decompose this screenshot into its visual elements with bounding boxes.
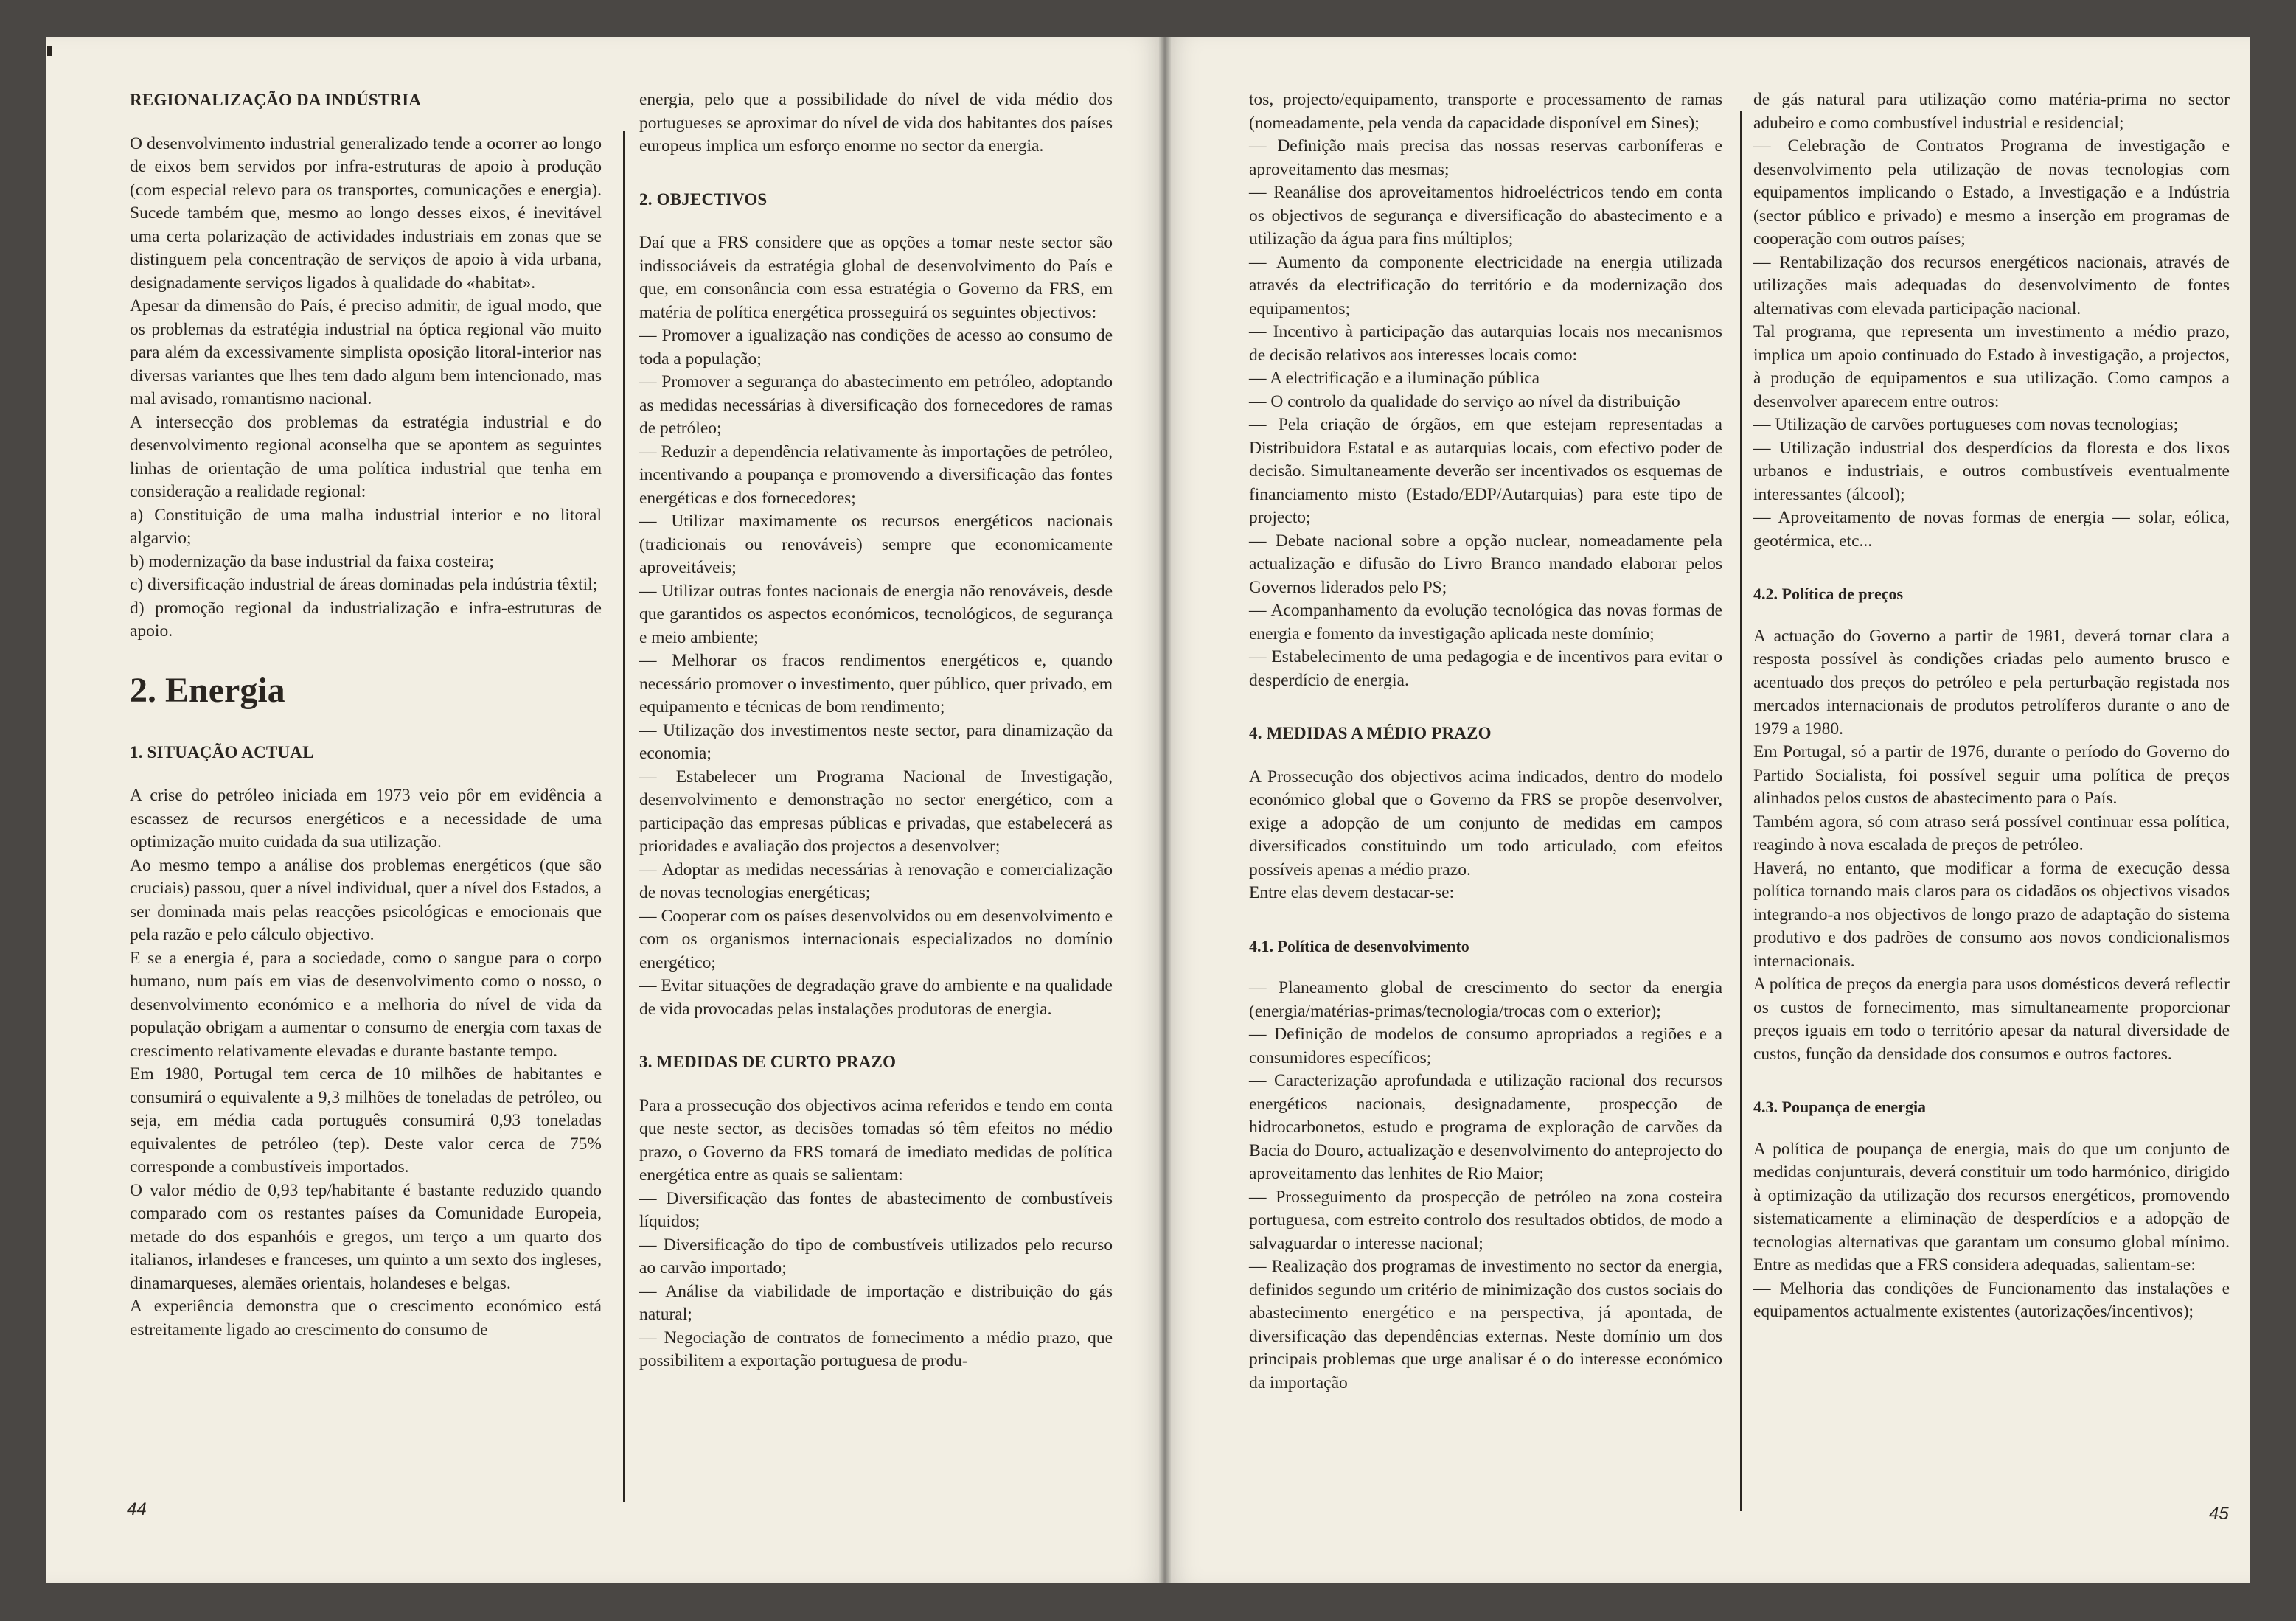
right-page-column-2 xyxy=(1753,88,2230,1324)
paragraph: — Prosseguimento da prospecção de petróleo na zona costeira portuguesa, com estreito controlo dos resultados obtidos, de modo a salvaguardar o interesse nacional; xyxy=(1249,1187,1722,1253)
left-page-column-2 xyxy=(639,88,1113,1373)
paragraph: — Evitar situações de degradação grave do ambiente e na qualidade de vida provocadas pelas instalações produtoras de energia. xyxy=(639,976,1113,1019)
paragraph: — Pela criação de órgãos, em que estejam representadas a Distribuidora Estatal e as autarquias locais, com efectivo poder de decisão. Simultaneamente deverão ser incentivados os esquemas de financiamento misto (Estado/EDP/Autarquias) para este tipo de projecto; xyxy=(1249,415,1722,527)
paragraph: — A electrificação e a iluminação pública xyxy=(1249,369,1540,388)
paragraph: O desenvolvimento industrial generalizado tende a ocorrer ao longo de eixos bem servidos por infra-estruturas de apoio à produção (com especial relevo para os transportes, comunicações e energia). Sucede também que, mesmo ao longo desses eixos, é inevitável uma certa polarização de actividades industriais em zonas que se distinguem pela concentração de serviços de apoio à vida urbana, designadamente serviços ligados à qualidade do «habitat». xyxy=(130,133,602,293)
paragraph: — Melhoria das condições de Funcionamento das instalações e equipamentos actualmente existentes (autorizações/incentivos); xyxy=(1753,1278,2230,1321)
paragraph: Para a prossecução dos objectivos acima referidos e tendo em conta que neste sector, as decisões tomadas só têm efeitos no médio prazo, o Governo da FRS tomará de imediato medidas de política energética entre as quais se salientam: xyxy=(639,1095,1113,1185)
paragraph: A experiência demonstra que o crescimento económico está estreitamente ligado ao crescimento do consumo de xyxy=(130,1297,602,1339)
paragraph: Haverá, no entanto, que modificar a forma de execução dessa política tornando mais claros para os cidadãos os objectivos visados integrando-a nos objectivos de longo prazo de adaptação do sistema produtivo e dos padrões de consumo aos novos condicionalismos internacionais. xyxy=(1753,858,2230,971)
paragraph: — Diversificação das fontes de abastecimento de combustíveis líquidos; xyxy=(639,1188,1113,1231)
paragraph: — Utilização dos investimentos neste sector, para dinamização da economia; xyxy=(639,720,1113,763)
paragraph: Entre elas devem destacar-se: xyxy=(1249,883,1455,902)
paragraph: — Diversificação do tipo de combustíveis utilizados pelo recurso ao carvão importado; xyxy=(639,1235,1113,1277)
paragraph: — Utilizar outras fontes nacionais de energia não renováveis, desde que garantidos os aspectos económicos, tecnológicos, de segurança e meio ambiente; xyxy=(639,581,1113,647)
paragraph: Em 1980, Portugal tem cerca de 10 milhões de habitantes e consumirá o equivalente a 9,3 milhões de toneladas de petróleo, ou seja, em média cada português consumirá 0,93 toneladas equivalentes de petróleo (tep). Deste valor cerca de 75% corresponde a combustíveis importados. xyxy=(130,1064,602,1176)
paragraph: — O controlo da qualidade do serviço ao nível da distribuição xyxy=(1249,391,1680,411)
left-page-column-rule xyxy=(623,131,625,1502)
section-heading: 2. OBJECTIVOS xyxy=(639,189,768,209)
paragraph: tos, projecto/equipamento, transporte e processamento de ramas (nomeadamente, pela venda da capacidade disponível em Sines); xyxy=(1249,90,1722,133)
section-heading: 4.2. Política de preços xyxy=(1753,585,1904,603)
right-page-number: 45 xyxy=(2209,1504,2229,1524)
paragraph: O valor médio de 0,93 tep/habitante é bastante reduzido quando comparado com os restantes países da Comunidade Europeia, metade do dos espanhóis e gregos, um terço a um quarto dos italianos, irlandeses e franceses, um quinto a um sexto dos ingleses, dinamarqueses, alemães orientais, holandeses e belgas. xyxy=(130,1180,602,1293)
paragraph: — Utilizar maximamente os recursos energéticos nacionais (tradicionais ou renováveis) sempre que economicamente aproveitáveis; xyxy=(639,512,1113,577)
paragraph: c) diversificação industrial de áreas dominadas pela indústria têxtil; xyxy=(130,575,598,594)
paragraph: A política de poupança de energia, mais do que um conjunto de medidas conjunturais, deverá constituir um todo harmónico, dirigido à optimização da utilização dos recursos energéticos, promovendo sistematicamente a eliminação de desperdícios e a adopção de tecnologias alternativas que garantam um consumo global mínimo. Entre as medidas que a FRS considera adequadas, salientam-se: xyxy=(1753,1139,2230,1275)
paragraph: — Realização dos programas de investimento no sector da energia, definidos segundo um critério de minimização dos custos sociais do abastecimento energético e na perspectiva, já apontada, de diversificação das dependências externas. Neste domínio um dos principais problemas que urge analisar é o do interesse económico da importação xyxy=(1249,1257,1722,1392)
paragraph: A actuação do Governo a partir de 1981, deverá tornar clara a resposta possível às condições criadas pelo aumento brusco e acentuado dos preços do petróleo e pela perturbação registada nos mercados internacionais de produtos petrolíferos durante o ano de 1979 a 1980. xyxy=(1753,626,2230,739)
paragraph: — Debate nacional sobre a opção nuclear, nomeadamente pela actualização e difusão do Livro Branco mandado elaborar pelos Governos liderados pelo PS; xyxy=(1249,531,1722,597)
left-page-column-1 xyxy=(130,88,602,1342)
section-heading: 4.1. Política de desenvolvimento xyxy=(1249,936,1469,955)
paragraph: — Acompanhamento da evolução tecnológica das novas formas de energia e fomento da investigação aplicada neste domínio; xyxy=(1249,601,1722,644)
paragraph: — Cooperar com os países desenvolvidos ou em desenvolvimento e com os organismos internacionais especializados no domínio energético; xyxy=(639,906,1113,972)
paragraph: A Prossecução dos objectivos acima indicados, dentro do modelo económico global que o Governo da FRS se propõe desenvolver, exige a adopção de um conjunto de medidas em campos diversificados constituindo um todo articulado, com efeitos possíveis apenas a médio prazo. xyxy=(1249,767,1722,879)
section-heading: 1. SITUAÇÃO ACTUAL xyxy=(130,742,314,761)
paragraph: — Definição mais precisa das nossas reservas carboníferas e aproveitamento das mesmas; xyxy=(1249,136,1722,179)
paragraph: — Caracterização aprofundada e utilização racional dos recursos energéticos nacionais, designadamente, prospecção de hidrocarbonetos, estudo e programa de exploração de carvões da Bacia do Douro, actualização e desenvolvimento do anteprojecto do aproveitamento das lenhites de Rio Maior; xyxy=(1249,1071,1722,1183)
paragraph: — Adoptar as medidas necessárias à renovação e comercialização de novas tecnologias energéticas; xyxy=(639,860,1113,902)
section-heading: 4. MEDIDAS A MÉDIO PRAZO xyxy=(1249,724,1492,742)
paragraph: Daí que a FRS considere que as opções a tomar neste sector são indissociáveis da estratégia global de desenvolvimento do País e que, em consonância com essa estratégia o Governo da FRS, em matéria de política energética prosseguirá os seguintes objectivos: xyxy=(639,233,1113,322)
paragraph: Apesar da dimensão do País, é preciso admitir, de igual modo, que os problemas da estratégia industrial na óptica regional vão muito para além da excessivamente simplista oposição litoral-interior nas diversas variantes que lhes tem dado algum bem intencionado, mas mal avisado, romantismo nacional. xyxy=(130,296,602,408)
paragraph: — Melhorar os fracos rendimentos energéticos e, quando necessário promover o investimento, quer público, quer privado, em equipamento e técnicas de bom rendimento; xyxy=(639,651,1113,717)
paragraph: — Aproveitamento de novas formas de energia — solar, eólica, geotérmica, etc... xyxy=(1753,508,2230,551)
paragraph: b) modernização da base industrial da faixa costeira; xyxy=(130,551,494,571)
paragraph: E se a energia é, para a sociedade, como o sangue para o corpo humano, num país em vias de desenvolvimento como o nosso, o desenvolvimento económico e a melhoria do nível de vida da população obrigam a aumentar o consumo de energia com taxas de crescimento relativamente elevadas e durante bastante tempo. xyxy=(130,948,602,1061)
right-page-column-1 xyxy=(1249,88,1722,1395)
section-heading: 3. MEDIDAS DE CURTO PRAZO xyxy=(639,1053,897,1071)
paragraph: — Utilização de carvões portugueses com novas tecnologias; xyxy=(1753,415,2179,434)
paragraph: — Planeamento global de crescimento do sector da energia (energia/matérias-primas/tecnologia/trocas com o exterior); xyxy=(1249,978,1722,1021)
page-edge-mark xyxy=(47,46,52,56)
paragraph: — Celebração de Contratos Programa de investigação e desenvolvimento pela utilização de novas tecnologias com equipamentos implicando o Estado, a Investigação e a Indústria (sector público e privado) e mesmo a inserção em programas de cooperação com outros países; xyxy=(1753,136,2230,248)
paragraph: Em Portugal, só a partir de 1976, durante o período do Governo do Partido Socialista, foi possível seguir uma política de preços alinhados pelos custos de abastecimento para o País. xyxy=(1753,742,2230,808)
paragraph: — Estabelecer um Programa Nacional de Investigação, desenvolvimento e demonstração no sector energético, com a participação das empresas públicas e privadas, que estabelecerá as prioridades e avaliação dos projectos a desenvolver; xyxy=(639,767,1113,856)
paragraph: a) Constituição de uma malha industrial interior e no litoral algarvio; xyxy=(130,505,602,548)
section-heading: REGIONALIZAÇÃO DA INDÚSTRIA xyxy=(130,91,422,109)
right-page-column-rule xyxy=(1740,111,1742,1511)
paragraph: A intersecção dos problemas da estratégia industrial e do desenvolvimento regional aconselha que se apontem as seguintes linhas de orientação de uma política industrial que tenha em consideração a realidade regional: xyxy=(130,412,602,501)
book-gutter xyxy=(1159,37,1171,1583)
paragraph: — Definição de modelos de consumo apropriados a regiões e a consumidores específicos; xyxy=(1249,1025,1722,1067)
paragraph: A política de preços da energia para usos domésticos deverá reflectir os custos de fornecimento, mas simultaneamente proporcionar preços iguais em todo o território apesar da natural diversidade de custos, função da densidade dos consumos e outros factores. xyxy=(1753,975,2230,1064)
paragraph: — Aumento da componente electricidade na energia utilizada através da electrificação do território e da modernização dos equipamentos; xyxy=(1249,252,1722,318)
paragraph: — Estabelecimento de uma pedagogia e de incentivos para evitar o desperdício de energia. xyxy=(1249,647,1722,690)
paragraph: d) promoção regional da industrialização e infra-estruturas de apoio. xyxy=(130,598,602,641)
paragraph: — Reanálise dos aproveitamentos hidroeléctricos tendo em conta os objectivos de segurança e diversificação do abastecimento e a utilização da água para fins múltiplos; xyxy=(1249,183,1722,248)
paragraph: Também agora, só com atraso será possível continuar essa política, reagindo à nova escalada de preços de petróleo. xyxy=(1753,812,2230,854)
paragraph: — Utilização industrial dos desperdícios da floresta e dos lixos urbanos e industriais, e outros combustíveis eventualmente interessantes (álcool); xyxy=(1753,438,2230,504)
paragraph: energia, pelo que a possibilidade do nível de vida médio dos portugueses se aproximar do nível de vida dos habitantes dos países europeus implica um esforço enorme no sector da energia. xyxy=(639,90,1113,156)
paragraph: Ao mesmo tempo a análise dos problemas energéticos (que são cruciais) passou, quer a nível individual, quer a nível dos Estados, a ser dominada mais pelas reacções psicológicas e emocionais que pela razão e pelo cálculo objectivo. xyxy=(130,855,602,944)
chapter-heading: 2. Energia xyxy=(130,670,285,710)
paragraph: — Promover a segurança do abastecimento em petróleo, adoptando as medidas necessárias à diversificação dos fornecedores de ramas de petróleo; xyxy=(639,372,1113,438)
paragraph: A crise do petróleo iniciada em 1973 veio pôr em evidência a escassez de recursos energéticos e a necessidade de uma optimização muito cuidada da sua utilização. xyxy=(130,786,602,851)
paragraph: — Rentabilização dos recursos energéticos nacionais, através de utilizações mais adequadas do desenvolvimento de fontes alternativas com elevada participação nacional. xyxy=(1753,252,2230,318)
paragraph: — Negociação de contratos de fornecimento a médio prazo, que possibilitem a exportação portuguesa de produ- xyxy=(639,1328,1113,1370)
paragraph: — Análise da viabilidade de importação e distribuição do gás natural; xyxy=(639,1281,1113,1324)
paragraph: — Incentivo à participação das autarquias locais nos mecanismos de decisão relativos aos interesses locais como: xyxy=(1249,322,1722,365)
paragraph: — Reduzir a dependência relativamente às importações de petróleo, incentivando a poupança e promovendo a diversificação das fontes energéticas e dos fornecedores; xyxy=(639,442,1113,508)
paragraph: — Promover a igualização nas condições de acesso ao consumo de toda a população; xyxy=(639,326,1113,369)
paragraph: de gás natural para utilização como matéria-prima no sector adubeiro e como combustível industrial e residencial; xyxy=(1753,90,2230,133)
paragraph: Tal programa, que representa um investimento a médio prazo, implica um apoio continuado do Estado à investigação, a projectos, à produção de equipamentos e sua utilização. Como campos a desenvolver aparecem entre outros: xyxy=(1753,322,2230,411)
section-heading: 4.3. Poupança de energia xyxy=(1753,1098,1927,1116)
left-page-number: 44 xyxy=(127,1499,147,1519)
